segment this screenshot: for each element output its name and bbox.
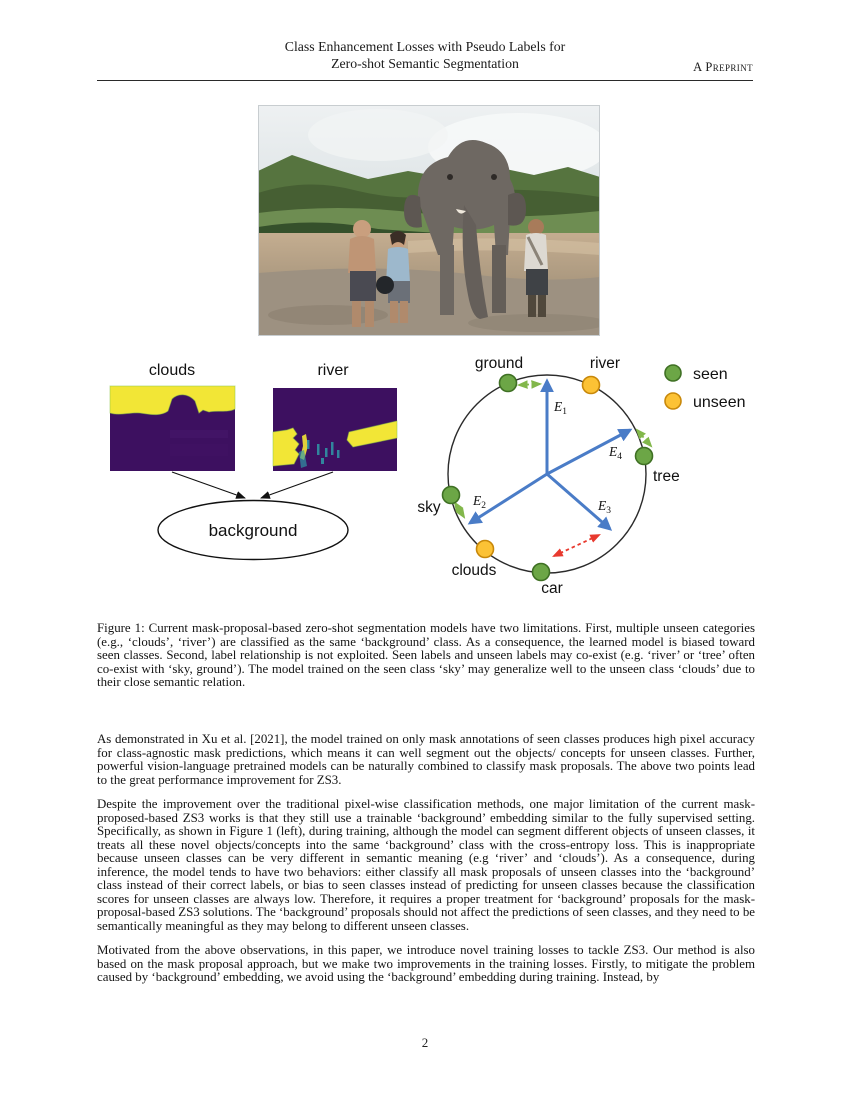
clouds-to-background-arrow (172, 472, 245, 498)
node-car-seen (533, 564, 550, 581)
paragraph-1: As demonstrated in Xu et al. [2021], the model trained on only mask annotations of seen classes produces high pixel accuracy for class-agnostic mask predictions, which means it can well segment out the objects/ concepts for unseen classes. Further, powerful vision-language pretrained models can be naturally combined to classify mask proposals. The above two points lead to the great performance improvement for ZS3. (97, 732, 755, 787)
preprint-label: A Preprint (693, 60, 753, 74)
background-label: background (208, 521, 298, 540)
node-river-unseen (583, 377, 600, 394)
relation-car-e3 (554, 535, 599, 556)
mask-clouds-label: clouds (148, 362, 196, 379)
elephant-photo (258, 105, 600, 336)
node-ground-seen (500, 375, 517, 392)
river-to-background-arrow (261, 472, 333, 498)
relation-ground-e1 (519, 384, 540, 385)
legend-seen-dot (665, 365, 681, 381)
node-label-sky: sky (417, 499, 441, 516)
figure-legend (665, 365, 746, 411)
node-label-car: car (541, 580, 563, 597)
legend-unseen-label: unseen (693, 394, 746, 411)
river-mask-image (273, 388, 397, 471)
embedding-label-e4: $E_4$ (609, 444, 622, 462)
node-label-tree: tree (653, 468, 680, 485)
river-mask-left-band (273, 428, 299, 466)
node-label-ground: ground (474, 355, 524, 372)
node-clouds-unseen (477, 541, 494, 558)
legend-unseen-dot (665, 393, 681, 409)
paragraph-3: Motivated from the above observations, in this paper, we introduce novel training losses to tackle ZS3. Our method is also based on the mask proposal approach, but we make two improvements in the training losses. Firstly, to mitigate the problem caused by ‘background’ embedding, we avoid using the ‘background’ embedding during training. Instead, by (97, 943, 755, 984)
node-tree-seen (636, 448, 653, 465)
clouds-mask-image (110, 386, 235, 471)
legend-seen-label: seen (693, 366, 728, 383)
embedding-label-e2: $E_2$ (473, 493, 486, 511)
node-label-river: river (589, 355, 621, 372)
figure1-diagram (95, 353, 755, 605)
mask-river-label: river (317, 362, 349, 379)
running-title-line2: Zero-shot Semantic Segmentation (331, 56, 519, 71)
running-title-line1: Class Enhancement Losses with Pseudo Labels for (284, 39, 566, 54)
body-text (97, 733, 755, 996)
embedding-arrow-e2 (470, 474, 547, 523)
page-number: 2 (421, 1035, 429, 1050)
embedding-label-e3: $E_3$ (598, 498, 611, 516)
photo-cloud (308, 109, 448, 161)
embedding-label-e1: $E_1$ (554, 399, 567, 417)
figure1-caption: Figure 1: Current mask-proposal-based zero-shot segmentation models have two limitations. First, multiple unseen categories (e.g., ‘clouds’, ‘river’) are classified as the same ‘background’ class. As a consequence, the learned model is biased toward seen classes. Second, label relationship is not exploited. Seen labels and unseen labels may co-exist (e.g. ‘river’ or ‘tree’ often co-exist with ‘sky, ground’). The model trained on the seen class ‘sky’ may generalize well to the unseen class ‘clouds’ due to their close semantic relation. (97, 621, 755, 689)
node-label-clouds: clouds (451, 562, 497, 579)
node-sky-seen (443, 487, 460, 504)
paragraph-2: Despite the improvement over the traditional pixel-wise classification methods, one major limitation of the current mask-proposed-based ZS3 works is that they still use a trainable ‘background’ embedding similar to the fully supervised setting. Specifically, as shown in Figure 1 (left), during training, although the model can segment different objects of unseen classes, it treats all these novel objects/concepts into the same ‘background’ class with the cross-entropy loss. This is inappropriate because unseen classes can be very different in semantic meaning (e.g ‘river’ and ‘clouds’). As a consequence, during inference, the model tends to have two behaviors: either classify all mask proposals of unseen classes into the ‘background’ class instead of their correct labels, or bias to seen classes instead of predicting for unseen classes because the classification scores for unseen classes are always low. Therefore, it requires a proper treatment for ‘background’ proposals for the mask-proposal-based ZS3 solutions. The ‘background’ proposals should not affect the predictions of seen classes, and they need to be semantically meaningful as they may belong to different unseen classes. (97, 797, 755, 933)
header-rule (97, 80, 753, 81)
